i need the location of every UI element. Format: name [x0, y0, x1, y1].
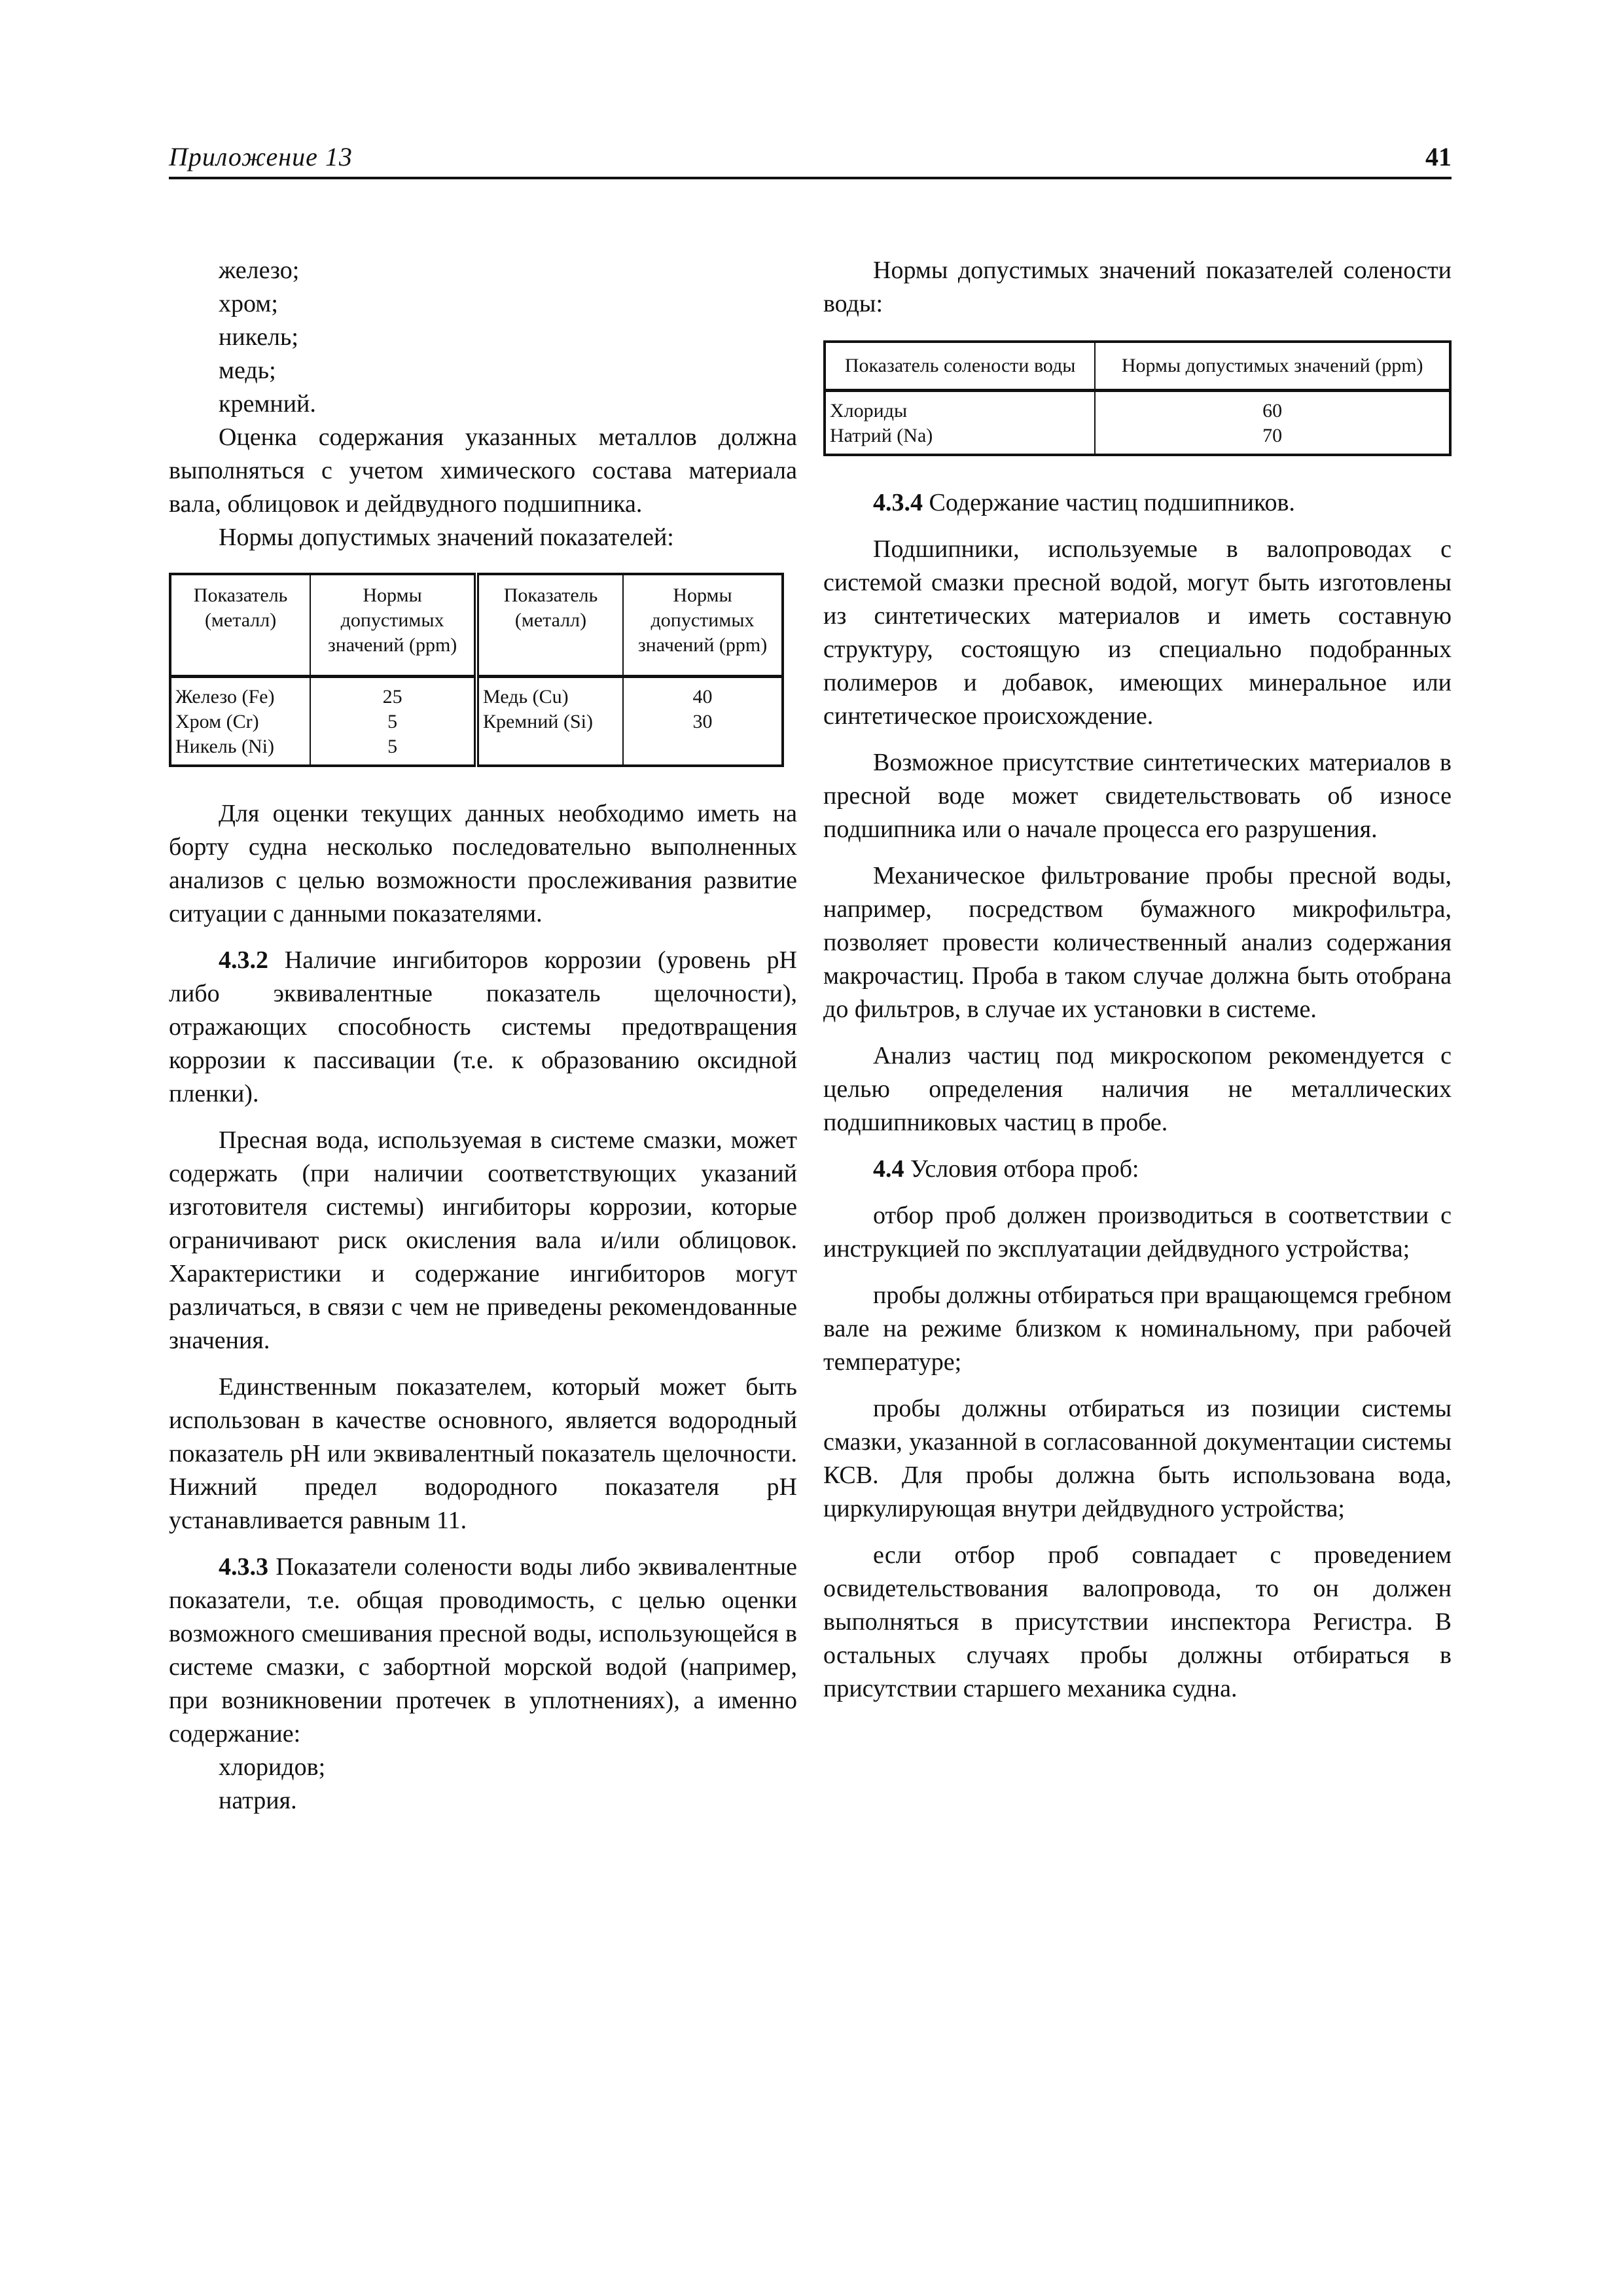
metal-name: Медь (Cu): [482, 686, 569, 708]
paragraph-fresh-water: Пресная вода, используемая в системе смазки, может содержать (при наличии соответствующих указаний изготовителя системы) ингибиторы коррозии, которые ограничивают риск окисления вала и/или облицовок. Характеристики и содержание ингибиторов могут различаться, в связи с чем не приведены рекомендованные значения.: [169, 1126, 797, 1354]
paragraph-microscope: Анализ частиц под микроскопом рекомендуется с целью определения наличия не металлических подшипниковых частиц в пробе.: [823, 1042, 1452, 1136]
column-header: Показатель (металл): [170, 574, 310, 677]
salinity-names-cell: [825, 391, 1095, 456]
column-header: Показатель (металл): [476, 574, 623, 677]
salinity-values-cell: [1095, 391, 1450, 456]
sampling-condition-item: пробы должны отбираться при вращающемся гребном вале на режиме близком к номинальному, при рабочей температуре;: [823, 1282, 1452, 1376]
metal-name: Никель (Ni): [175, 736, 274, 757]
section-text: Показатели солености воды либо эквивалентные показатели, т.е. общая проводимость, с целью оценки возможного смешивания пресной воды, использующейся в системе смазки, с забортной морской водой (например, при возникновении протечек в уплотнениях), а именно содержание:: [169, 1553, 797, 1748]
salinity-name: Натрий (Na): [830, 425, 933, 446]
right-column: [823, 254, 1452, 1706]
metal-name: Хром (Cr): [175, 711, 259, 732]
salinity-value: 70: [1262, 425, 1283, 446]
metal-names-cell: [476, 677, 623, 766]
section-text: Наличие ингибиторов коррозии (уровень pH либо эквивалентные показатель щелочности), отражающих способность системы предотвращения коррозии к пассивации (т.е. к образованию оксидной пленки).: [169, 946, 797, 1107]
metal-value: 5: [387, 736, 398, 757]
metal-values-cell: [310, 677, 476, 766]
column-header: Нормы допустимых значений (ppm): [1095, 342, 1450, 391]
metal-name: Железо (Fe): [175, 686, 275, 708]
section-4-4: [823, 1153, 1452, 1186]
sampling-condition-item: если отбор проб совпадает с проведением освидетельствования валопровода, то он должен выполняться в присутствии инспектора Регистра. В остальных случаях пробы должны отбираться в присутствии старшего механика судна.: [823, 1541, 1452, 1702]
sampling-condition-item: пробы должны отбираться из позиции системы смазки, указанной в согласованной документации системы КСВ. Для пробы должна быть использована вода, циркулирующая внутри дейдвудного устройства;: [823, 1395, 1452, 1522]
section-number: 4.3.3: [219, 1553, 268, 1581]
section-number: 4.4: [873, 1155, 904, 1183]
metal-value: 30: [692, 711, 713, 732]
metal-list-item: хром;: [219, 290, 278, 317]
paragraph-salinity-caption: Нормы допустимых значений показателей солености воды:: [823, 257, 1452, 317]
section-number: 4.3.2: [219, 946, 268, 974]
metal-value: 5: [387, 711, 398, 732]
salinity-list-item: хлоридов;: [219, 1753, 326, 1781]
section-4-3-2: [169, 944, 797, 1111]
paragraph-bearings: Подшипники, используемые в валопроводах с системой смазки пресной водой, могут быть изготовлены из синтетических материалов и иметь составную структуру, состоящую из специально подобранных полимеров и добавок, имеющих минеральное или синтетическое происхождение.: [823, 535, 1452, 730]
section-4-3-4: [823, 486, 1452, 520]
metal-value: 25: [382, 686, 402, 708]
column-header: Нормы допустимых значений (ppm): [623, 574, 783, 677]
page-header: [169, 139, 1452, 179]
paragraph-current-data: Для оценки текущих данных необходимо иметь на борту судна несколько последовательно выполненных анализов с целью возможности прослеживания развитие ситуации с данными показателями.: [169, 800, 797, 927]
table-header-row: [170, 574, 783, 677]
column-header: Показатель солености воды: [825, 342, 1095, 391]
sampling-condition-item: отбор проб должен производиться в соответствии с инструкцией по эксплуатации дейдвудного устройства;: [823, 1202, 1452, 1263]
section-text: Содержание частиц подшипников.: [929, 489, 1295, 516]
salinity-list-item: натрия.: [219, 1787, 297, 1814]
metals-norms-table: [169, 573, 784, 767]
metal-names-cell: [170, 677, 310, 766]
salinity-norms-table: [823, 340, 1452, 456]
page-number: 41: [1425, 142, 1452, 171]
paragraph-filtering: Механическое фильтрование пробы пресной воды, например, посредством бумажного микрофильтра, позволяет провести количественный анализ содержания макрочастиц. Проба в таком случае должна быть отобрана до фильтров, в случае их установки в системе.: [823, 862, 1452, 1023]
metal-list-item: никель;: [219, 323, 298, 351]
metal-values-cell: [623, 677, 783, 766]
column-header: Нормы допустимых значений (ppm): [310, 574, 476, 677]
paragraph-ph: Единственным показателем, который может быть использован в качестве основного, является водородный показатель pH или эквивалентный показатель щелочности. Нижний предел водородного показателя pH устанавливается равным 11.: [169, 1373, 797, 1534]
section-4-3-3: [169, 1551, 797, 1751]
metal-list-item: железо;: [219, 257, 300, 284]
table-row: [170, 677, 783, 766]
metal-name: Кремний (Si): [482, 711, 593, 732]
section-number: 4.3.4: [873, 489, 923, 516]
paragraph-metals-evaluation: Оценка содержания указанных металлов должна выполняться с учетом химического состава материала вала, облицовок и дейдвудного подшипника.: [169, 423, 797, 518]
paragraph-synthetic: Возможное присутствие синтетических материалов в пресной воде может свидетельствовать об износе подшипника или о начале процесса его разрушения.: [823, 749, 1452, 843]
metal-list-item: медь;: [219, 357, 276, 384]
salinity-value: 60: [1262, 400, 1283, 422]
running-title: Приложение 13: [169, 142, 353, 171]
section-text: Условия отбора проб:: [910, 1155, 1139, 1183]
metal-list-item: кремний.: [219, 390, 316, 418]
metal-value: 40: [692, 686, 713, 708]
salinity-name: Хлориды: [830, 400, 908, 422]
table-header-row: [825, 342, 1450, 391]
paragraph-norms-caption: Нормы допустимых значений показателей:: [219, 524, 674, 551]
left-column: [169, 254, 797, 1818]
table-row: [825, 391, 1450, 456]
